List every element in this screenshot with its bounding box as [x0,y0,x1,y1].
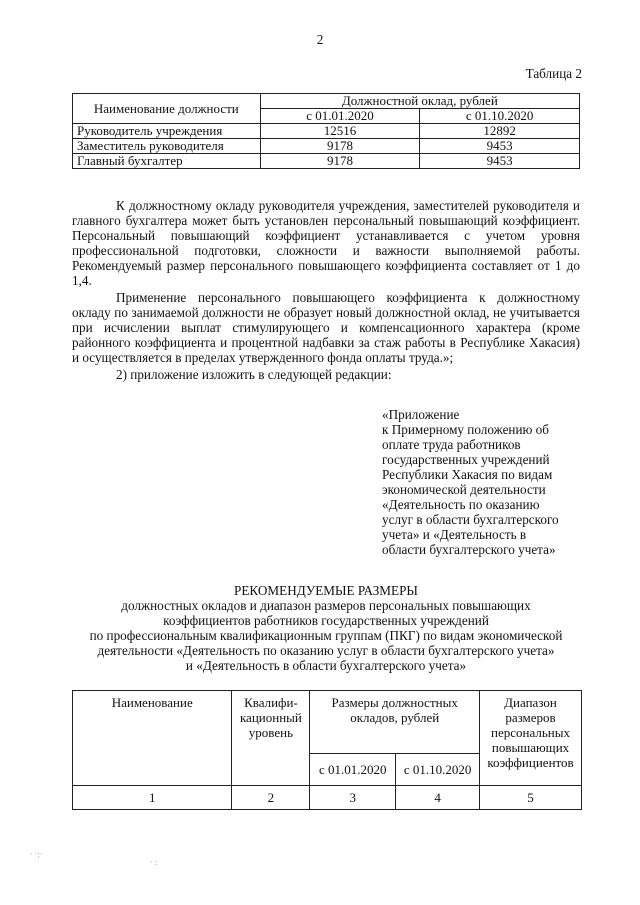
header-date1: с 01.01.2020 [260,109,420,124]
header-level: Квалифи- кационный уровень [232,691,310,786]
appendix-heading [382,407,582,557]
row-v2: 9453 [420,154,580,169]
header-range: Диапазон размеров персональных повышающих коэффициентов [480,691,582,786]
header-position: Наименование должности [73,94,261,124]
row-v2: 12892 [420,124,580,139]
appendix-line: «Деятельность по оказанию [382,497,540,512]
appendix-line: Республики Хакасия по видам [382,467,553,482]
appendix-line: «Приложение [382,407,460,422]
appendix-line: оплате труда работников [382,437,521,452]
table-row [73,124,580,139]
salary-table [72,93,580,169]
row-v1: 9178 [260,139,420,154]
paragraph-2: Применение персонального повышающего коэффициента к должностному окладу по занимаемой должности не образует новый должностной оклад, не учитывается при исчислении выплат стимулирующего и компенсационного характера (кроме районного коэффициента и процентной надбавки за стаж работы в Республике Хакасия) и осуществляется в пределах утвержденного фонда оплаты труда.»; [72,290,580,365]
title-line: коэффициентов работников государственных учреждений [163,613,489,628]
row-name: Руководитель учреждения [73,124,261,139]
page-number: 2 [316,32,324,47]
table-caption: Таблица 2 [525,66,582,81]
col-number: 5 [480,786,582,810]
appendix-line: области бухгалтерского учета» [382,542,556,557]
body-text [72,198,580,382]
col-number: 1 [73,786,232,810]
row-name: Главный бухгалтер [73,154,261,169]
appendix-line: экономической деятельности [382,482,546,497]
table-row [73,139,580,154]
title-line: РЕКОМЕНДУЕМЫЕ РАЗМЕРЫ [234,583,418,598]
col-number: 2 [232,786,310,810]
row-v2: 9453 [420,139,580,154]
appendix-line: к Примерному положению об [382,422,549,437]
scan-artifact: · : [150,858,157,867]
row-v1: 12516 [260,124,420,139]
header-name: Наименование [73,691,232,786]
title-line: по профессиональным квалификационным группам (ПКГ) по видам экономической [89,628,563,643]
pkg-table [72,690,582,810]
header-date2: с 01.10.2020 [420,109,580,124]
document-title [60,583,592,673]
row-v1: 9178 [260,154,420,169]
appendix-line: учета» и «Деятельность в [382,527,527,542]
table-row [73,786,582,810]
table-row [73,154,580,169]
header-salary: Должностной оклад, рублей [260,94,579,109]
header-date1: с 01.01.2020 [310,754,396,786]
header-date2: с 01.10.2020 [396,754,480,786]
row-name: Заместитель руководителя [73,139,261,154]
title-line: должностных окладов и диапазон размеров персональных повышающих [121,598,531,613]
col-number: 3 [310,786,396,810]
appendix-line: государственных учреждений [382,452,550,467]
paragraph-3: 2) приложение изложить в следующей редакции: [116,367,392,382]
paragraph-1: К должностному окладу руководителя учреждения, заместителей руководителя и главного бухгалтера может быть установлен персональный повышающий коэффициент. Персональный повышающий коэффициент устанавливается с учетом уровня профессиональной подготовки, сложности и важности выполняемой работы. Рекомендуемый размер персонального повышающего коэффициента составляет от 1 до 1,4. [72,198,580,288]
appendix-line: услуг в области бухгалтерского [382,512,559,527]
scan-artifact: · ·:· [30,850,43,859]
title-line: деятельности «Деятельность по оказанию услуг в области бухгалтерского учета» [97,643,555,658]
col-number: 4 [396,786,480,810]
title-line: и «Деятельность в области бухгалтерского учета» [185,658,467,673]
header-sizes: Размеры должностных окладов, рублей [310,691,480,754]
